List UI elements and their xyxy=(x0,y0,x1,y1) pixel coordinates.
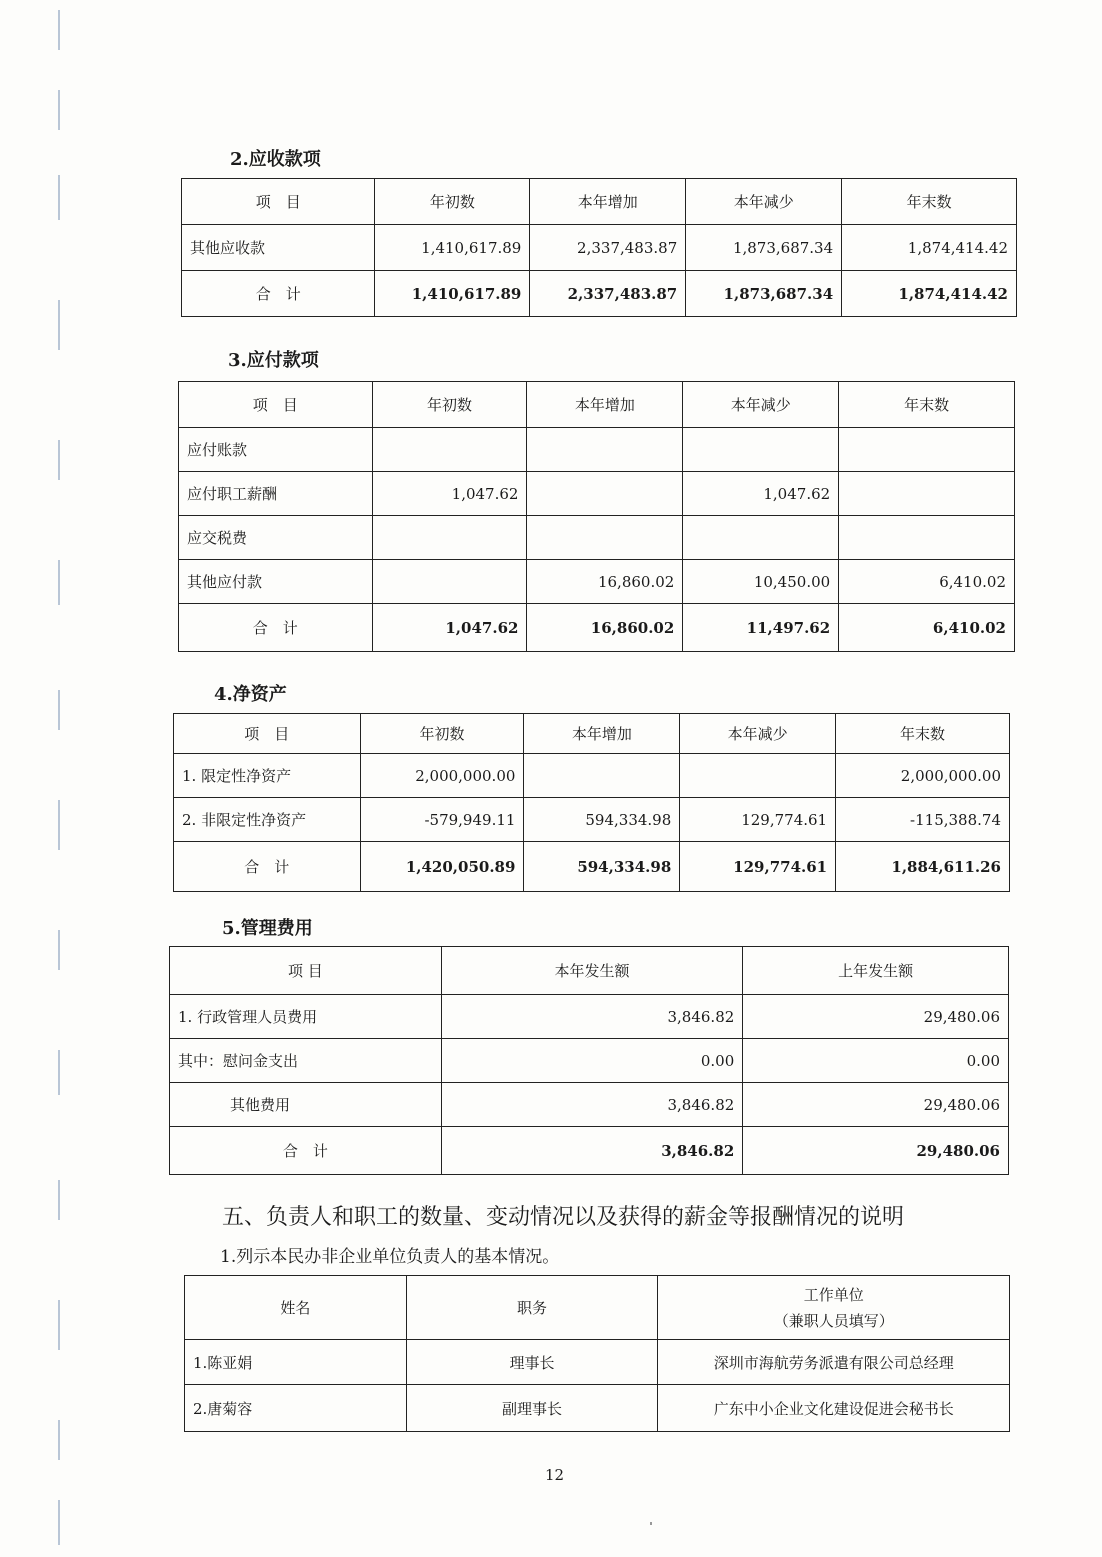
row-label: 应付职工薪酬 xyxy=(179,472,373,516)
header-work-unit xyxy=(658,1276,1010,1340)
table-header-row xyxy=(179,382,1015,428)
row-decrease: 1,047.62 xyxy=(683,472,839,516)
row-current: 3,846.82 xyxy=(441,1083,743,1127)
row-increase xyxy=(527,516,683,560)
row-label: 1. 行政管理人员费用 xyxy=(170,995,442,1039)
total-end: 6,410.02 xyxy=(839,604,1015,652)
total-end: 1,874,414.42 xyxy=(842,271,1017,317)
total-increase: 2,337,483.87 xyxy=(530,271,686,317)
header-decrease: 本年减少 xyxy=(680,714,836,754)
row-increase: 16,860.02 xyxy=(527,560,683,604)
row-label: 1. 限定性净资产 xyxy=(174,754,361,798)
row-end xyxy=(839,428,1015,472)
table-header-row xyxy=(182,179,1017,225)
row-decrease: 10,450.00 xyxy=(683,560,839,604)
table-header-row xyxy=(174,714,1010,754)
header-start: 年初数 xyxy=(375,179,530,225)
header-increase: 本年增加 xyxy=(530,179,686,225)
row-work-unit: 广东中小企业文化建设促进会秘书长 xyxy=(658,1385,1010,1432)
header-item: 项 目 xyxy=(174,714,361,754)
header-decrease: 本年减少 xyxy=(686,179,842,225)
row-label: 2. 非限定性净资产 xyxy=(174,798,361,842)
row-label: 其他费用 xyxy=(170,1083,442,1127)
scan-speck xyxy=(650,1522,652,1525)
row-start xyxy=(372,516,527,560)
section-3-title: 3.应付款项 xyxy=(228,350,319,371)
row-start: 1,410,617.89 xyxy=(375,225,530,271)
table-row xyxy=(170,1083,1009,1127)
header-item: 项 目 xyxy=(182,179,375,225)
row-increase: 2,337,483.87 xyxy=(530,225,686,271)
total-row xyxy=(170,1127,1009,1175)
row-start: 1,047.62 xyxy=(372,472,527,516)
header-start: 年初数 xyxy=(360,714,524,754)
row-end xyxy=(839,516,1015,560)
row-end: -115,388.74 xyxy=(836,798,1010,842)
header-end: 年末数 xyxy=(842,179,1017,225)
row-increase xyxy=(527,472,683,516)
table-row xyxy=(182,225,1017,271)
table-row xyxy=(179,472,1015,516)
row-decrease: 129,774.61 xyxy=(680,798,836,842)
row-prior: 29,480.06 xyxy=(743,995,1009,1039)
header-decrease: 本年减少 xyxy=(683,382,839,428)
total-decrease: 1,873,687.34 xyxy=(686,271,842,317)
total-row xyxy=(174,842,1010,892)
header-current-year: 本年发生额 xyxy=(441,947,743,995)
row-name: 1.陈亚娟 xyxy=(185,1340,407,1385)
table-row xyxy=(179,428,1015,472)
header-end: 年末数 xyxy=(836,714,1010,754)
row-start xyxy=(372,560,527,604)
header-end: 年末数 xyxy=(839,382,1015,428)
total-increase: 594,334.98 xyxy=(524,842,680,892)
total-label: 合 计 xyxy=(182,271,375,317)
row-name: 2.唐菊容 xyxy=(185,1385,407,1432)
payables-table xyxy=(178,381,1015,652)
total-decrease: 11,497.62 xyxy=(683,604,839,652)
row-end: 1,874,414.42 xyxy=(842,225,1017,271)
total-start: 1,420,050.89 xyxy=(360,842,524,892)
row-role: 理事长 xyxy=(406,1340,658,1385)
table-row xyxy=(185,1385,1010,1432)
receivables-table xyxy=(181,178,1017,317)
row-label: 应交税费 xyxy=(179,516,373,560)
table-row xyxy=(179,560,1015,604)
row-role: 副理事长 xyxy=(406,1385,658,1432)
row-label: 其他应付款 xyxy=(179,560,373,604)
row-label: 其他应收款 xyxy=(182,225,375,271)
table-row xyxy=(185,1340,1010,1385)
header-work-unit-line1: 工作单位 xyxy=(803,1285,864,1304)
total-row xyxy=(182,271,1017,317)
row-start: 2,000,000.00 xyxy=(360,754,524,798)
row-start: -579,949.11 xyxy=(360,798,524,842)
row-end: 6,410.02 xyxy=(839,560,1015,604)
binder-margin-line xyxy=(58,0,60,1557)
table-row xyxy=(174,798,1010,842)
header-role: 职务 xyxy=(406,1276,658,1340)
total-current: 3,846.82 xyxy=(441,1127,743,1175)
section-5-title: 5.管理费用 xyxy=(222,918,313,939)
total-start: 1,047.62 xyxy=(372,604,527,652)
table-row xyxy=(179,516,1015,560)
net-assets-table xyxy=(173,713,1010,892)
table-row xyxy=(170,995,1009,1039)
row-increase xyxy=(524,754,680,798)
header-prior-year: 上年发生额 xyxy=(743,947,1009,995)
row-prior: 0.00 xyxy=(743,1039,1009,1083)
row-decrease: 1,873,687.34 xyxy=(686,225,842,271)
table-header-row xyxy=(185,1276,1010,1340)
total-end: 1,884,611.26 xyxy=(836,842,1010,892)
row-current: 0.00 xyxy=(441,1039,743,1083)
row-current: 3,846.82 xyxy=(441,995,743,1039)
table-header-row xyxy=(170,947,1009,995)
table-row xyxy=(174,754,1010,798)
row-decrease xyxy=(683,516,839,560)
row-start xyxy=(372,428,527,472)
header-increase: 本年增加 xyxy=(524,714,680,754)
row-increase: 594,334.98 xyxy=(524,798,680,842)
row-end: 2,000,000.00 xyxy=(836,754,1010,798)
total-label: 合 计 xyxy=(170,1127,442,1175)
total-decrease: 129,774.61 xyxy=(680,842,836,892)
total-label: 合 计 xyxy=(179,604,373,652)
row-prior: 29,480.06 xyxy=(743,1083,1009,1127)
row-decrease xyxy=(683,428,839,472)
page-number: 12 xyxy=(545,1466,565,1484)
header-item: 项 目 xyxy=(170,947,442,995)
row-label: 应付账款 xyxy=(179,428,373,472)
section-4-title: 4.净资产 xyxy=(214,684,287,705)
total-label: 合 计 xyxy=(174,842,361,892)
admin-expenses-table xyxy=(169,946,1009,1175)
header-increase: 本年增加 xyxy=(527,382,683,428)
section-2-title: 2.应收款项 xyxy=(230,149,321,170)
leaders-table xyxy=(184,1275,1010,1432)
row-end xyxy=(839,472,1015,516)
header-work-unit-line2: （兼职人员填写） xyxy=(773,1311,894,1330)
total-row xyxy=(179,604,1015,652)
row-decrease xyxy=(680,754,836,798)
section-five-subheading: 1.列示本民办非企业单位负责人的基本情况。 xyxy=(220,1247,560,1267)
total-start: 1,410,617.89 xyxy=(375,271,530,317)
header-item: 项 目 xyxy=(179,382,373,428)
row-increase xyxy=(527,428,683,472)
row-label: 其中：慰问金支出 xyxy=(170,1039,442,1083)
header-start: 年初数 xyxy=(372,382,527,428)
table-row xyxy=(170,1039,1009,1083)
header-name: 姓名 xyxy=(185,1276,407,1340)
section-five-heading: 五、负责人和职工的数量、变动情况以及获得的薪金等报酬情况的说明 xyxy=(222,1205,905,1230)
total-increase: 16,860.02 xyxy=(527,604,683,652)
total-prior: 29,480.06 xyxy=(743,1127,1009,1175)
row-work-unit: 深圳市海航劳务派遣有限公司总经理 xyxy=(658,1340,1010,1385)
